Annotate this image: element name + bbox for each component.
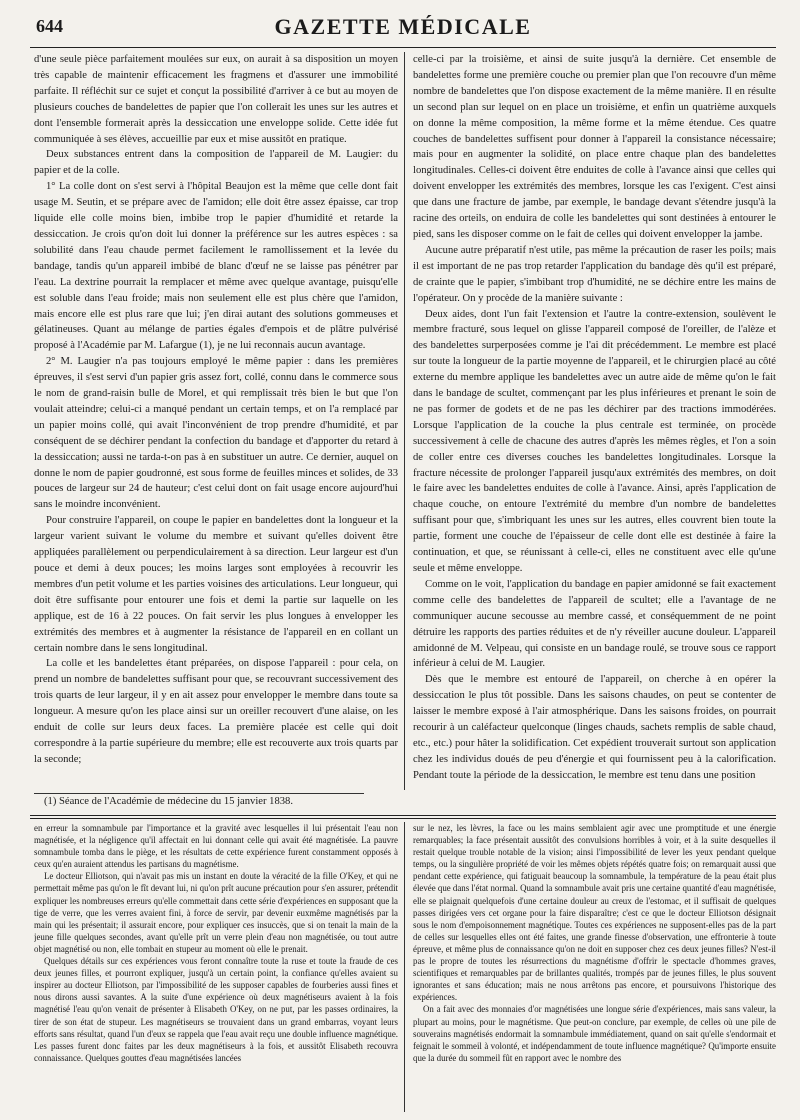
lower-left-column (34, 822, 405, 1112)
paragraph: Aucune autre préparatif n'est utile, pas même la précaution de raser les poils; mais il est important de ne pas trop retarder l'application du bandage dès qu'il est préparé, de crainte que le papier, s'imbibant trop d'humidité, ne se déchire entre les mains de l'opérateur. On y procède de la manière suivante : (413, 244, 776, 304)
paragraph: d'une seule pièce parfaitement moulées sur eux, on aurait à sa disposition un moyen très capable de maintenir efficacement les fragmens et d'assurer une immobilité parfaite. Il réfléchit sur ce sujet et conçut la possibilité d'arriver à ce but au moyen de plusieurs couches de bandelettes de papier que l'on collerait les unes sur les autres et dont l'ensemble formerait après la dessiccation une enveloppe solide. Cette idée fut communiquée à ses élèves, accueillie par eux et mise aussitôt en pratique. (34, 54, 398, 145)
paragraph: Comme on le voit, l'application du bandage en papier amidonné se fait exactement comme celle des bandelettes de l'appareil de scultet; elle a l'avantage de ne communiquer aucune secousse au membre cassé, et conséquemment de ne point détruire les rapports des parties réduites et de n'y réveiller aucune douleur. L'appareil amidonné de M. Velpeau, qui consiste en un bandage roulé, se trouve sous ce rapport inférieur à celui de M. Laugier. (413, 578, 776, 670)
paragraph: celle-ci par la troisième, et ainsi de suite jusqu'à la dernière. Cet ensemble de bandelettes forme une première couche ou premier plan que l'on recouvre d'un même nombre de bandelettes que l'on dispose exactement de la même manière. Il en résulte un second plan sur lequel on en place un troisième, et enfin un quatrième auxquels on donne la même composition, la même forme et la même étendue. Ces quatre couches de bandelettes suffisent pour donner à l'appareil la consistance nécessaire; mais pour en augmenter la solidité, on place entre chaque plan des bandelettes longitudinales. Celles-ci doivent être enduites de colle à l'avance ainsi que celles qui doivent envelopper les extrémités des membres, lorsque les cas l'exigent. C'est ainsi que dans une fracture de jambe, par exemple, le bandage devant s'étendre jusqu'à la racine des orteils, on enduira de colle les bandelettes qui sont destinées à entourer le pied, sans les disposer comme on le fait de celles qui doivent envelopper la jambe. (413, 54, 776, 240)
page-number: 644 (36, 16, 63, 36)
footnote-rule (34, 793, 364, 794)
upper-right-column (405, 52, 776, 790)
lower-right-column (405, 822, 776, 1112)
section-rule (30, 815, 776, 816)
journal-title: GAZETTE MÉDICALE (274, 14, 532, 39)
page-header (36, 16, 770, 42)
paragraph: 1° La colle dont on s'est servi à l'hôpital Beaujon est la même que celle dont fait usage M. Seutin, et se prépare avec de l'amidon; elle doit être assez épaisse, car trop liquide elle colle moins bien, imbibe trop le papier d'humidité et retarde la dessiccation. Je crois qu'on doit lui donner la préférence sur les autres espèces : sa solubilité dans l'eau chaude permet facilement le ramollissement et la levée du bandage, tandis qu'un appareil imbibé de blanc d'œuf ne se laisse pas pénétrer par l'eau. La dextrine pourrait la remplacer et même avec quelque avantage, puisqu'elle est soluble dans l'eau froide; mais non seulement elle est plus chère que l'amidon, mais encore elle est plus rare que lui; j'en dirai autant des solutions gommeuses et gélatineuses. Quant au mélange de parties égales d'empois et de plâtre pulvérisé proposé à l'Académie par M. Lafargue (1), je ne lui reconnais aucun avantage. (34, 181, 398, 352)
header-rule (30, 47, 776, 48)
paragraph: Deux substances entrent dans la composition de l'appareil de M. Laugier: du papier et de la colle. (34, 149, 398, 177)
article-lower (34, 822, 776, 1112)
upper-left-column (34, 52, 405, 790)
paragraph: sur le nez, les lèvres, la face ou les mains semblaient agir avec une promptitude et une énergie remarquables; la face présentait aussitôt des convulsions horribles à voir, et à la suite desquelles il restait quelque trouble notable de la vision; ainsi l'impossibilité de lever les yeux pendant quelque temps, ou la singulière propriété de voir les mêmes objets répétés quatre fois; on remarquait aussi que pendant cette expérience, qui fatiguait beaucoup la somnambule, la température de la peau était plus élevée que dans l'état normal. Quand la somnambule avait pris une certaine quantité d'eau magnétisée, elle se plaignait quelquefois d'une certaine douleur au creux de l'estomac, et il suffisait de quelques passes dirigées vers cet organe pour la faire disparaître; c'est ce que le docteur Elliotson désignait sous le nom d'empoisonnement magnétique. Toutes ces expériences ne supposent-elles pas de la part de celles sur lesquelles elles ont été faites, une grande finesse d'observation, une effronterie à toute épreuve, et même plus de connaissance qu'on ne doit en supposer chez ces deux jeunes filles? N'est-il pas le propre de toutes les résurrections du magnétisme d'offrir le spectacle d'hommes graves, scientifiques et remarquables par de brillantes qualités, trompés par de jeunes filles, le plus souvent ignorantes et sans éducation; mais ne nous arrêtons pas encore, et poursuivons l'historique des expériences. (413, 823, 776, 1003)
paragraph: en erreur la somnambule par l'importance et la gravité avec lesquelles il lui présentait l'eau non magnétisée, et la négligence qu'il affectait en lui donnant celle qui avait été magnétisée. La pauvre somnambule tomba dans le piège, et les résultats de cette expérience furent constamment opposés à ceux qu'en auraient attendus les partisans du magnétisme. (34, 823, 398, 870)
section-rule-double (30, 818, 776, 819)
paragraph: La colle et les bandelettes étant préparées, on dispose l'appareil : pour cela, on prend un nombre de bandelettes suffisant pour que, se recouvrant successivement des trois quarts de leur largeur, il y en ait assez pour envelopper le membre dans toute sa longueur. A mesure qu'on les place ainsi sur un oreiller recouvert d'une alaise, on les enduit de colle sur leurs deux faces. La première placée est celle qui doit correspondre à la partie supérieure du membre; elle est recouverte aux trois quarts par la seconde; (34, 658, 398, 765)
paragraph: On a fait avec des monnaies d'or magnétisées une longue série d'expériences, mais sans valeur, la plupart au moins, pour le magnétisme. Que peut-on conclure, par exemple, de celles où une pile de souverains magnétisés endormait la somnambule immédiatement, quand on sait qu'elle s'endormait et feignait le sommeil à volonté, et indépendamment de toute influence magnétique? Qu'importe ensuite que la durée du sommeil fût en rapport avec le nombre des (413, 1004, 776, 1063)
paragraph: Quelques détails sur ces expériences vous feront connaître toute la ruse et toute la fraude de ces deux jeunes filles, et pourront expliquer, jusqu'à un certain point, la confiance qu'elles avaient su inspirer au docteur Elliotson, par l'impossibilité de les supposer capables de fourberies aussi fines et nous dirons aussi savantes. A la suite d'une expérience où deux magnétiseurs avaient à la fois magnétisé l'eau qu'on venait de présenter à Elisabeth O'Key, on ne put, par les passes ordinaires, la tirer de son état de stupeur. Les magnétiseurs se trouvaient dans un grand embarras, voyant leurs efforts sans résultat, quand l'un d'eux se rappela que l'eau avait reçu une double influence magnétique. Les passes furent donc faites par les deux magnétiseurs à la fois, et aussitôt Elisabeth recouvra connaissance. Quelques gouttes d'eau magnétisées lancées (34, 956, 398, 1063)
paragraph: Dès que le membre est entouré de l'appareil, on cherche à en opérer la dessiccation le plus tôt possible. Dans les saisons chaudes, on peut se contenter de laisser le membre exposé à l'air atmosphérique. Dans les saisons froides, on pourrait recourir à un caléfacteur quelconque (linges chauds, sachets remplis de sable chaud, etc., etc.) pour hâter la solidification. Cet expédient trouverait surtout son application chez les individus doués de peu d'énergie et qui fournissent peu à la calorification. Pendant toute la période de la dessiccation, le membre est tenu dans une position (413, 674, 776, 781)
paragraph: Le docteur Elliotson, qui n'avait pas mis un instant en doute la véracité de la fille O'Key, et qui ne permettait même pas qu'on le fît devant lui, ni qu'on prît aucune précaution pour s'en assurer, prétendit expliquer les nombreuses erreurs qu'elle commettait dans cette série d'expériences en supposant que la tige de verre, que les verres avaient fini, à force de servir, par devenir euxmême magnétisés par la main qui les présentait; il assurait encore, pour expliquer ces insuccès, que si on tenait la main de la jeune fille quelques secondes, avant qu'elle prît un verre plein d'eau non magnétisée, ou tout autre objet magnétisé ou non, elle tombait en stupeur au moment où elle le prenait. (34, 871, 398, 954)
footnote: (1) Séance de l'Académie de médecine du 15 janvier 1838. (44, 796, 293, 807)
article-upper (34, 52, 776, 790)
paragraph: 2° M. Laugier n'a pas toujours employé le même papier : dans les premières épreuves, il s'est servi d'un papier gris assez fort, collé, connu dans le commerce sous le nom de grand-raisin bulle de Morel, et qui remplissait très bien le but que l'on voulait atteindre; celui-ci a manqué pendant un certain temps, et on l'a remplacé par un papier moins collé, qui avait l'inconvénient de trop prendre d'humidité, et par conséquent de se déchirer pendant la confection du bandage et d'apporter du retard à la dessiccation; aussi ne tarda-t-on pas à en substituer un autre. Ce dernier, auquel on donne le nom de papier goudronné, est sous forme de feuilles minces et solides, de 33 pouces de largeur sur 24 de hauteur; c'est celui dont on fait usage encore aujourd'hui sans le moindre inconvénient. (34, 356, 398, 511)
paragraph: Pour construire l'appareil, on coupe le papier en bandelettes dont la longueur et la largeur varient suivant le volume du membre et suivant qu'elles doivent être appliquées parallèlement ou perpendiculairement à sa direction. Leur largeur est d'un pouce et demi à deux pouces; les moins larges sont employées à recouvrir les membres d'un petit volume et les parties voisines des articulations. Leur longueur, qui doit être suffisante pour entourer une fois et demi la partie sur laquelle on les applique, est de 16 à 22 pouces. On fait servir les plus longues à envelopper les extrémités des membres et à augmenter la résistance de l'appareil en en collant un certain nombre dans le sens longitudinal. (34, 515, 398, 654)
paragraph: Deux aides, dont l'un fait l'extension et l'autre la contre-extension, soulèvent le membre fracturé, sous lequel on glisse l'appareil composé de l'oreiller, de l'alèze et des bandelettes surperposées comme je l'ai dit précédemment. Le membre est placé sur toute la longueur de la partie moyenne de l'appareil, et le chirurgien placé au côté externe du membre applique les bandelettes avec un autre aide de même qu'on le fait dans le bandage de scultet, commençant par les plus inférieures et prenant le soin de ne pas former de godets et de ne pas les déchirer par des tractions immodérées. Lorsque l'application de la couche la plus centrale est terminée, on procède successivement à celle de chacune des autres d'après les mêmes règles, et l'on a soin de coller entre ces diverses couches les bandelettes longitudinales. Lorsque la fracture nécessite de prolonger l'appareil jusqu'aux extrémités des membres, on doit le faire avec les bandelettes enduites de colle à l'avance. Ainsi, après l'application de chaque couche, on entoure l'extrémité du membre d'un nombre de bandelettes suffisant pour que, s'imbriquant les unes sur les autres, elles couvrent bien toute la partie, forment une couche de l'épaisseur de celle dont elle est destinée à faire la continuation, et que, se réunissant à celle-ci, elles ne constituent avec elle qu'une seule et même enveloppe. (413, 308, 776, 574)
